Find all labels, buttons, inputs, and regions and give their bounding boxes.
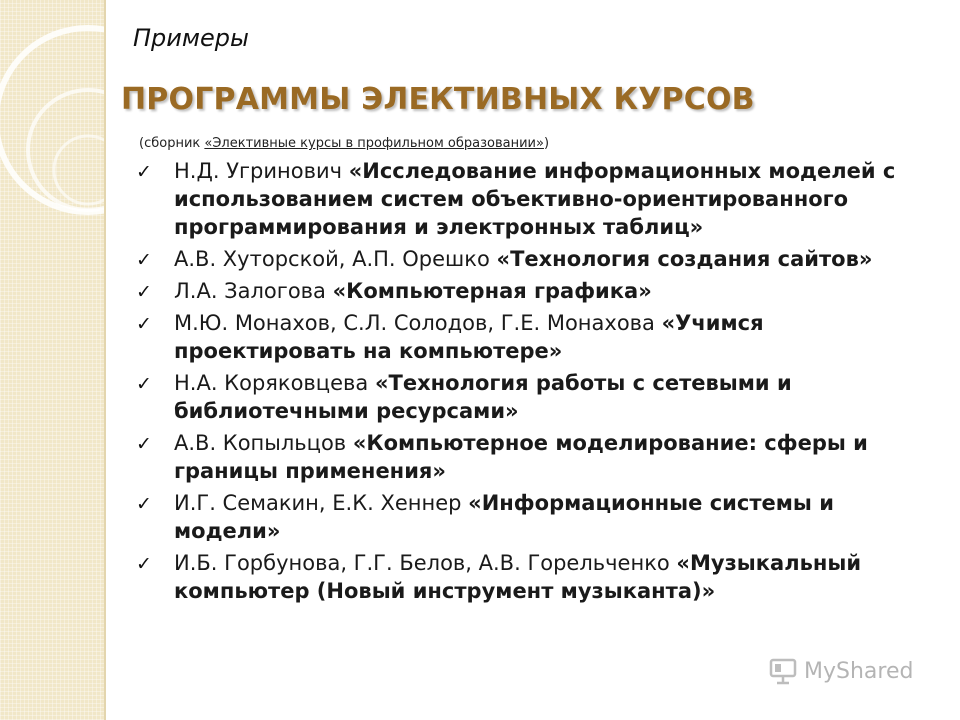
item-course: «Компьютерная графика» (332, 279, 652, 303)
item-course: «Музыкальный компьютер (Новый инструмент музыканта)» (174, 551, 862, 603)
item-course: «Технология работы с сетевыми и библиотечными ресурсами» (174, 371, 792, 423)
list-item (136, 277, 896, 305)
item-author: Н.А. Коряковцева (174, 371, 375, 395)
item-author: М.Ю. Монахов, С.Л. Солодов, Г.Е. Монахова (174, 311, 662, 335)
item-course: «Информационные системы и модели» (174, 491, 834, 543)
watermark (768, 656, 913, 686)
item-author: И.Б. Горбунова, Г.Г. Белов, А.В. Горельченко (174, 551, 677, 575)
checkmark-icon: ✓ (136, 373, 152, 395)
item-course: «Учимся проектировать на компьютере» (174, 311, 764, 363)
item-author: А.В. Хуторской, А.П. Орешко (174, 247, 497, 271)
list-item (136, 489, 896, 545)
list-item (136, 245, 896, 273)
checkmark-icon: ✓ (136, 249, 152, 271)
list-item (136, 309, 896, 365)
watermark-text: MyShared (804, 658, 914, 684)
decorative-side-panel (0, 0, 104, 720)
list-item (136, 549, 896, 605)
list-item (136, 429, 896, 485)
source-link[interactable]: «Элективные курсы в профильном образовании» (204, 136, 544, 151)
item-author: И.Г. Семакин, Е.К. Хеннер (174, 491, 469, 515)
presentation-board-icon (768, 656, 798, 686)
decorative-circles (0, 0, 104, 720)
source-note (139, 136, 549, 151)
item-author: Н.Д. Угринович (174, 159, 349, 183)
course-list (136, 157, 896, 609)
checkmark-icon: ✓ (136, 553, 152, 575)
source-prefix: (сборник (139, 136, 205, 151)
source-suffix: ) (543, 136, 550, 151)
item-course: «Компьютерное моделирование: сферы и границы применения» (174, 431, 868, 483)
item-course: «Технология создания сайтов» (496, 247, 873, 271)
item-course: «Исследование информационных моделей с использованием систем объективно-ориентированного программирования и электронных таблиц» (174, 159, 896, 239)
checkmark-icon: ✓ (136, 281, 152, 303)
side-panel-edge (104, 0, 106, 720)
checkmark-icon: ✓ (136, 161, 152, 183)
slide-title: ПРОГРАММЫ ЭЛЕКТИВНЫХ КУРСОВ (121, 82, 755, 117)
checkmark-icon: ✓ (136, 313, 152, 335)
item-author: А.В. Копыльцов (174, 431, 353, 455)
checkmark-icon: ✓ (136, 433, 152, 455)
item-author: Л.А. Залогова (174, 279, 333, 303)
slide-subtitle: Примеры (133, 24, 249, 52)
list-item (136, 369, 896, 425)
checkmark-icon: ✓ (136, 493, 152, 515)
list-item (136, 157, 896, 241)
